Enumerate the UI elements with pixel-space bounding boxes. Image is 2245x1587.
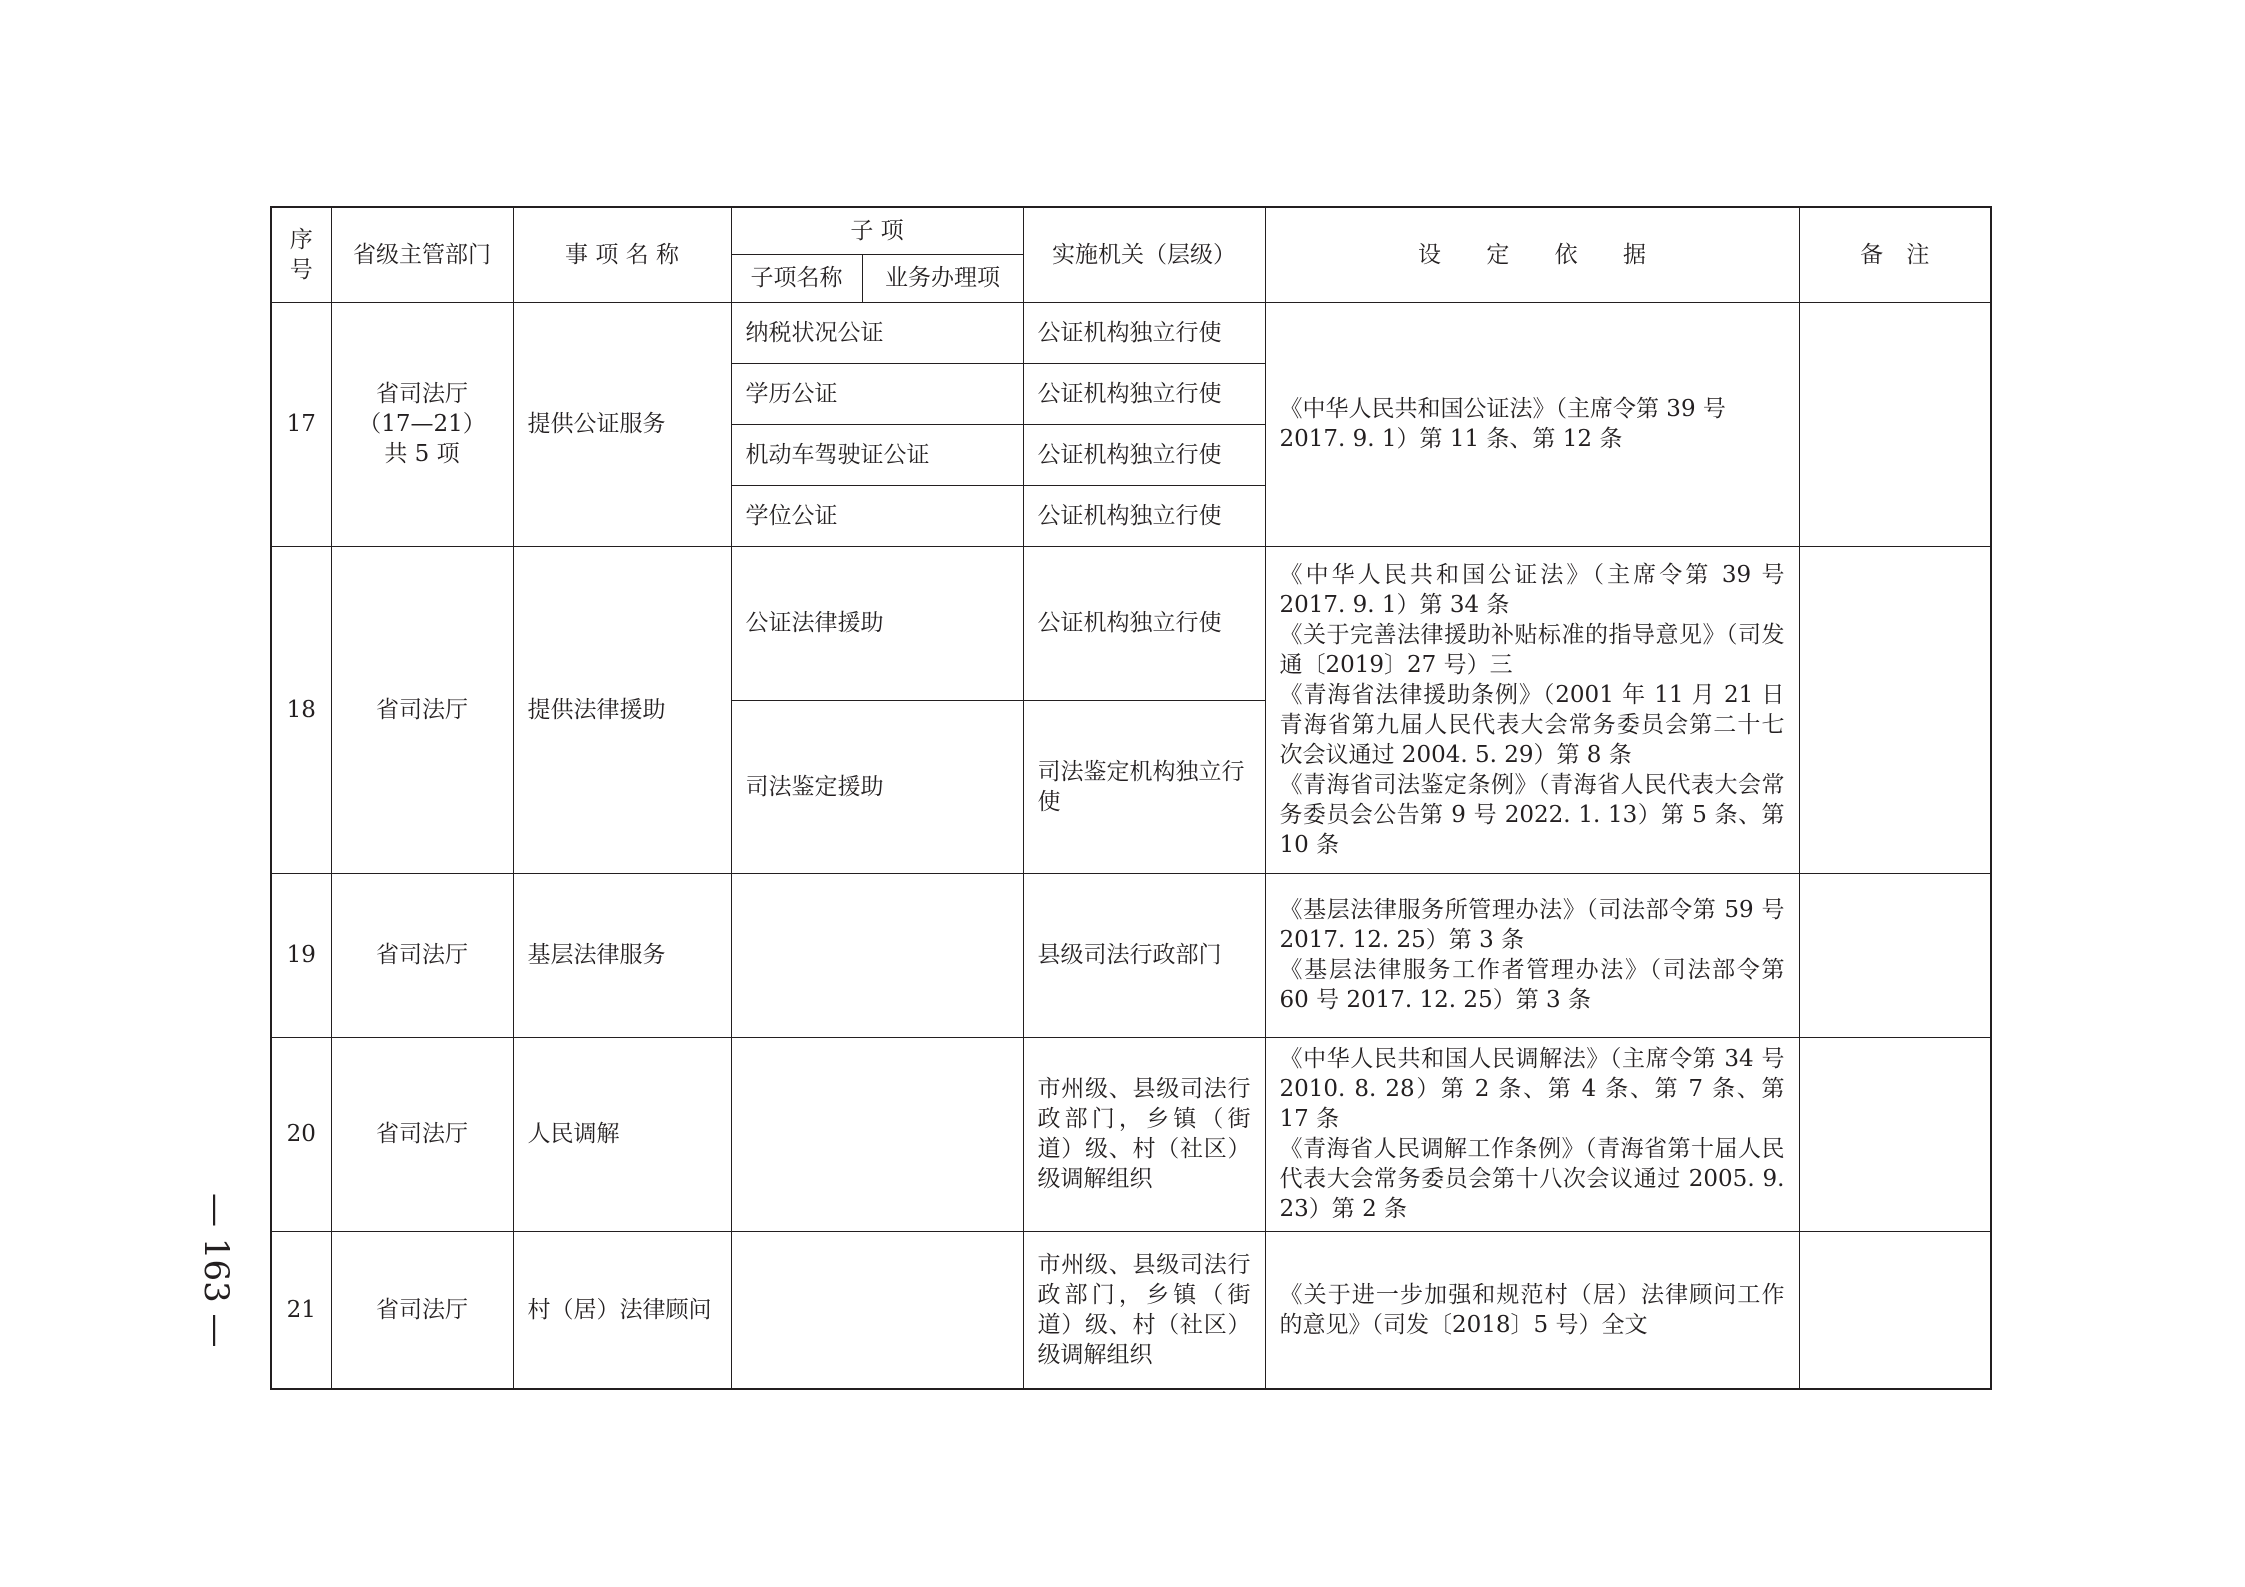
header-business: 业务办理项 <box>862 254 1023 302</box>
row-item-name: 提供法律援助 <box>513 546 731 873</box>
header-agency: 实施机关（层级） <box>1023 207 1265 302</box>
header-remark: 备 注 <box>1799 207 1991 302</box>
header-sub-item: 子 项 <box>731 207 1023 254</box>
row-sub-item <box>731 1231 1023 1389</box>
header-item-name: 事 项 名 称 <box>513 207 731 302</box>
row-dept: 省司法厅 <box>331 546 513 873</box>
row-dept: 省司法厅 （17—21） 共 5 项 <box>331 302 513 546</box>
row-sub-item: 纳税状况公证 <box>731 302 1023 363</box>
items-table <box>270 206 1992 1390</box>
row-basis: 《中华人民共和国人民调解法》（主席令第 34 号 2010. 8. 28）第 2 条、第 4 条、第 7 条、第 17 条 《青海省人民调解工作条例》（青海省第十届人民代表大会常务委员会第十八次会议通过 2005. 9. 23）第 2 条 <box>1265 1037 1799 1231</box>
row-agency: 县级司法行政部门 <box>1023 873 1265 1037</box>
row-agency: 市州级、县级司法行政部门，乡镇（街道）级、村（社区）级调解组织 <box>1023 1231 1265 1389</box>
row-basis: 《中华人民共和国公证法》（主席令第 39 号 2017. 9. 1）第 34 条 《关于完善法律援助补贴标准的指导意见》（司发通〔2019〕27 号）三 《青海省法律援助条例》（2001 年 11 月 21 日青海省第九届人民代表大会常务委员会第二十七次会议通过 2004. 5. 29）第 8 条 《青海省司法鉴定条例》（青海省人民代表大会常务委员会公告第 9 号 2022. 1. 13）第 5 条、第 10 条 <box>1265 546 1799 873</box>
table-row <box>271 302 1991 363</box>
row-remark <box>1799 546 1991 873</box>
row-sub-item <box>731 873 1023 1037</box>
header-basis: 设 定 依 据 <box>1265 207 1799 302</box>
row-sub-item: 机动车驾驶证公证 <box>731 424 1023 485</box>
row-seq: 17 <box>271 302 331 546</box>
table-row <box>271 1037 1991 1231</box>
row-sub-item: 公证法律援助 <box>731 546 1023 700</box>
table-row <box>271 1231 1991 1389</box>
row-dept: 省司法厅 <box>331 873 513 1037</box>
row-basis: 《中华人民共和国公证法》（主席令第 39 号 2017. 9. 1）第 11 条、第 12 条 <box>1265 302 1799 546</box>
row-item-name: 人民调解 <box>513 1037 731 1231</box>
row-sub-item: 司法鉴定援助 <box>731 700 1023 873</box>
row-seq: 21 <box>271 1231 331 1389</box>
row-seq: 20 <box>271 1037 331 1231</box>
row-dept: 省司法厅 <box>331 1037 513 1231</box>
header-seq: 序号 <box>271 207 331 302</box>
row-basis: 《基层法律服务所管理办法》（司法部令第 59 号 2017. 12. 25）第 3 条 《基层法律服务工作者管理办法》（司法部令第 60 号 2017. 12. 25）第 3 条 <box>1265 873 1799 1037</box>
table-row <box>271 873 1991 1037</box>
row-sub-item <box>731 1037 1023 1231</box>
header-dept: 省级主管部门 <box>331 207 513 302</box>
row-agency: 公证机构独立行使 <box>1023 363 1265 424</box>
row-remark <box>1799 1231 1991 1389</box>
row-remark <box>1799 302 1991 546</box>
header-sub-item-name: 子项名称 <box>731 254 862 302</box>
row-item-name: 提供公证服务 <box>513 302 731 546</box>
row-agency: 公证机构独立行使 <box>1023 424 1265 485</box>
row-item-name: 基层法律服务 <box>513 873 731 1037</box>
row-agency: 市州级、县级司法行政部门，乡镇（街道）级、村（社区）级调解组织 <box>1023 1037 1265 1231</box>
row-basis: 《关于进一步加强和规范村（居）法律顾问工作的意见》（司发〔2018〕5 号）全文 <box>1265 1231 1799 1389</box>
row-dept: 省司法厅 <box>331 1231 513 1389</box>
row-agency: 司法鉴定机构独立行使 <box>1023 700 1265 873</box>
row-agency: 公证机构独立行使 <box>1023 302 1265 363</box>
row-item-name: 村（居）法律顾问 <box>513 1231 731 1389</box>
page-number: — 163 — <box>196 1192 236 1348</box>
row-agency: 公证机构独立行使 <box>1023 485 1265 546</box>
table-row <box>271 546 1991 700</box>
table-header-row <box>271 207 1991 254</box>
row-sub-item: 学位公证 <box>731 485 1023 546</box>
row-remark <box>1799 873 1991 1037</box>
row-sub-item: 学历公证 <box>731 363 1023 424</box>
row-seq: 19 <box>271 873 331 1037</box>
row-seq: 18 <box>271 546 331 873</box>
row-remark <box>1799 1037 1991 1231</box>
row-agency: 公证机构独立行使 <box>1023 546 1265 700</box>
